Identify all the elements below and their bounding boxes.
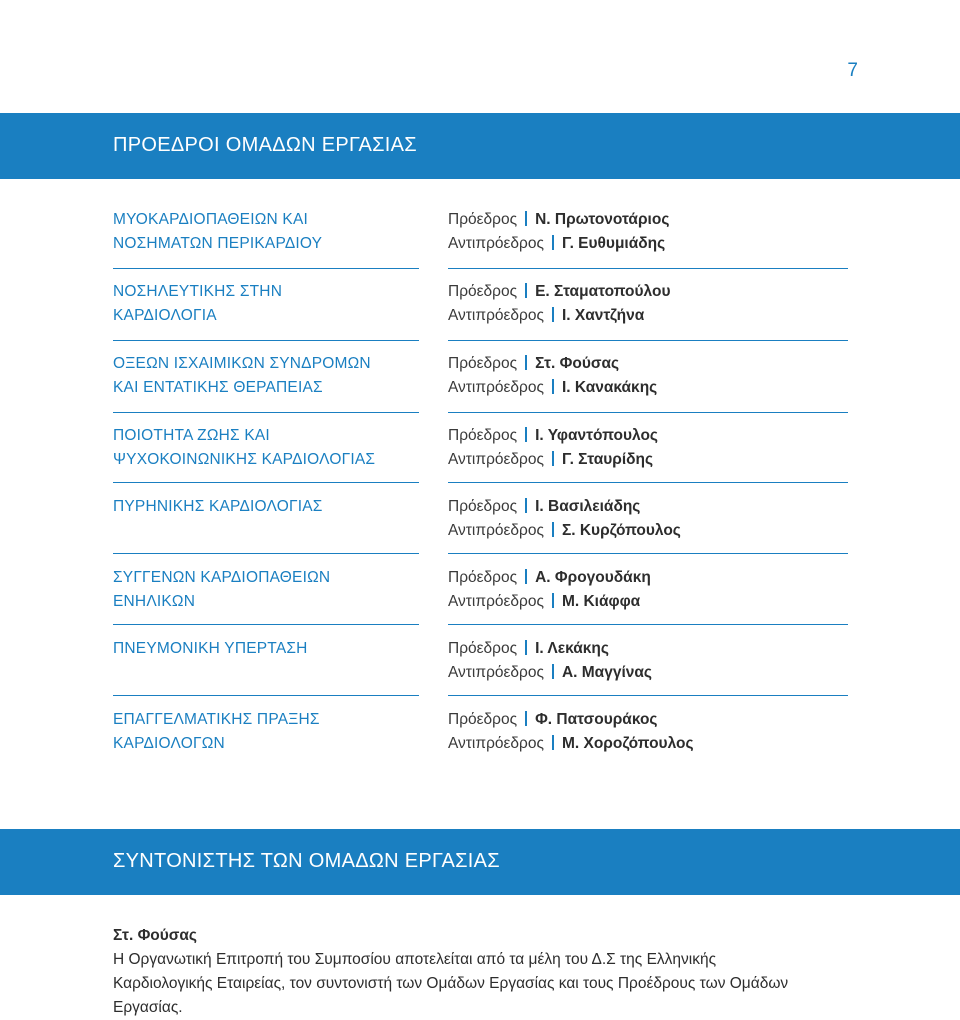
working-group-roles <box>448 208 669 256</box>
president-label: Πρόεδρος <box>448 283 518 300</box>
working-group-name: ΠΝΕΥΜΟΝΙΚΗ ΥΠΕΡΤΑΣΗ <box>113 640 308 657</box>
divider-line <box>448 624 848 625</box>
working-group-row <box>113 352 848 402</box>
separator-bar <box>525 211 527 226</box>
vice-president-name: Ι. Κανακάκης <box>561 379 658 396</box>
divider-line <box>448 340 848 341</box>
president-name: Α. Φρογουδάκη <box>535 569 651 586</box>
vice-president-name: Μ. Χοροζόπουλος <box>561 735 694 752</box>
section-title-coordinator: ΣΥΝΤΟΝΙΣΤΗΣ ΤΩΝ ΟΜΑΔΩΝ ΕΡΓΑΣΙΑΣ <box>113 850 500 872</box>
separator-bar <box>525 569 527 584</box>
divider-line <box>113 412 419 413</box>
coordinator-description: Η Οργανωτική Επιτροπή του Συμποσίου αποτελείται από τα μέλη του Δ.Σ της Ελληνικής Καρδιολογικής Εταιρείας, τον συντονιστή των Ομάδων Εργασίας και τους Προέδρους των Ομάδων Εργασίας. <box>113 951 789 1016</box>
president-label: Πρόεδρος <box>448 211 518 228</box>
president-name: Ι. Υφαντόπουλος <box>535 427 658 444</box>
working-group-roles <box>448 708 694 756</box>
vice-president-name: Μ. Κιάφφα <box>561 593 641 610</box>
section-title-presidents: ΠΡΟΕΔΡΟΙ ΟΜΑΔΩΝ ΕΡΓΑΣΙΑΣ <box>113 134 417 156</box>
president-name: Ν. Πρωτονοτάριος <box>535 211 670 228</box>
separator-bar <box>552 593 554 608</box>
separator-bar <box>525 355 527 370</box>
separator-bar <box>525 427 527 442</box>
working-group-row <box>113 708 848 758</box>
divider-line <box>113 624 419 625</box>
working-group-name: ΜΥΟΚΑΡΔΙΟΠΑΘΕΙΩΝ ΚΑΙ ΝΟΣΗΜΑΤΩΝ ΠΕΡΙΚΑΡΔΙΟΥ <box>113 211 323 252</box>
separator-bar <box>552 235 554 250</box>
working-group-name: ΠΟΙΟΤΗΤΑ ΖΩΗΣ ΚΑΙ ΨΥΧΟΚΟΙΝΩΝΙΚΗΣ ΚΑΡΔΙΟΛΟΓΙΑΣ <box>113 427 376 468</box>
divider-line <box>448 695 848 696</box>
divider-line <box>448 268 848 269</box>
working-group-roles <box>448 566 651 614</box>
working-group-name: ΝΟΣΗΛΕΥΤΙΚΗΣ ΣΤΗΝ ΚΑΡΔΙΟΛΟΓΙΑ <box>113 283 283 324</box>
president-name: Φ. Πατσουράκος <box>535 711 658 728</box>
working-group-name: ΕΠΑΓΓΕΛΜΑΤΙΚΗΣ ΠΡΑΞΗΣ ΚΑΡΔΙΟΛΟΓΩΝ <box>113 711 320 752</box>
vice-president-name: Γ. Σταυρίδης <box>561 451 654 468</box>
vice-president-label: Αντιπρόεδρος <box>448 235 544 252</box>
working-group-name: ΟΞΕΩΝ ΙΣΧΑΙΜΙΚΩΝ ΣΥΝΔΡΟΜΩΝ ΚΑΙ ΕΝΤΑΤΙΚΗΣ ΘΕΡΑΠΕΙΑΣ <box>113 355 371 396</box>
section-header-band <box>0 113 960 179</box>
vice-president-label: Αντιπρόεδρος <box>448 664 544 681</box>
president-label: Πρόεδρος <box>448 498 518 515</box>
working-group-row <box>113 424 848 474</box>
vice-president-label: Αντιπρόεδρος <box>448 593 544 610</box>
vice-president-label: Αντιπρόεδρος <box>448 451 544 468</box>
vice-president-label: Αντιπρόεδρος <box>448 522 544 539</box>
working-group-roles <box>448 637 652 685</box>
working-group-row <box>113 208 848 258</box>
president-label: Πρόεδρος <box>448 711 518 728</box>
working-group-row <box>113 637 848 687</box>
separator-bar <box>525 283 527 298</box>
president-name: Ε. Σταματοπούλου <box>535 283 671 300</box>
section-header-band <box>0 829 960 895</box>
working-group-name: ΣΥΓΓΕΝΩΝ ΚΑΡΔΙΟΠΑΘΕΙΩΝ ΕΝΗΛΙΚΩΝ <box>113 569 331 610</box>
working-group-row <box>113 280 848 330</box>
president-label: Πρόεδρος <box>448 569 518 586</box>
separator-bar <box>552 307 554 322</box>
separator-bar <box>525 640 527 655</box>
working-group-roles <box>448 495 681 543</box>
separator-bar <box>552 451 554 466</box>
divider-line <box>113 695 419 696</box>
divider-line <box>113 340 419 341</box>
working-group-roles <box>448 424 658 472</box>
president-name: Ι. Βασιλειάδης <box>535 498 641 515</box>
separator-bar <box>552 379 554 394</box>
separator-bar <box>552 522 554 537</box>
divider-line <box>448 553 848 554</box>
separator-bar <box>525 498 527 513</box>
divider-line <box>448 412 848 413</box>
separator-bar <box>552 735 554 750</box>
president-label: Πρόεδρος <box>448 427 518 444</box>
divider-line <box>113 482 419 483</box>
coordinator-block <box>113 924 813 1020</box>
president-name: Στ. Φούσας <box>535 355 620 372</box>
divider-line <box>113 553 419 554</box>
vice-president-label: Αντιπρόεδρος <box>448 379 544 396</box>
vice-president-label: Αντιπρόεδρος <box>448 735 544 752</box>
working-group-row <box>113 495 848 545</box>
president-label: Πρόεδρος <box>448 640 518 657</box>
working-group-roles <box>448 280 670 328</box>
vice-president-name: Ι. Χαντζήνα <box>561 307 645 324</box>
divider-line <box>448 482 848 483</box>
working-group-row <box>113 566 848 616</box>
vice-president-label: Αντιπρόεδρος <box>448 307 544 324</box>
president-label: Πρόεδρος <box>448 355 518 372</box>
working-group-name: ΠΥΡΗΝΙΚΗΣ ΚΑΡΔΙΟΛΟΓΙΑΣ <box>113 498 323 515</box>
vice-president-name: Α. Μαγγίνας <box>561 664 652 681</box>
coordinator-name: Στ. Φούσας <box>113 927 197 944</box>
separator-bar <box>525 711 527 726</box>
divider-line <box>113 268 419 269</box>
separator-bar <box>552 664 554 679</box>
vice-president-name: Σ. Κυρζόπουλος <box>561 522 681 539</box>
vice-president-name: Γ. Ευθυμιάδης <box>561 235 666 252</box>
president-name: Ι. Λεκάκης <box>535 640 609 657</box>
page-number: 7 <box>847 60 858 81</box>
working-group-roles <box>448 352 657 400</box>
